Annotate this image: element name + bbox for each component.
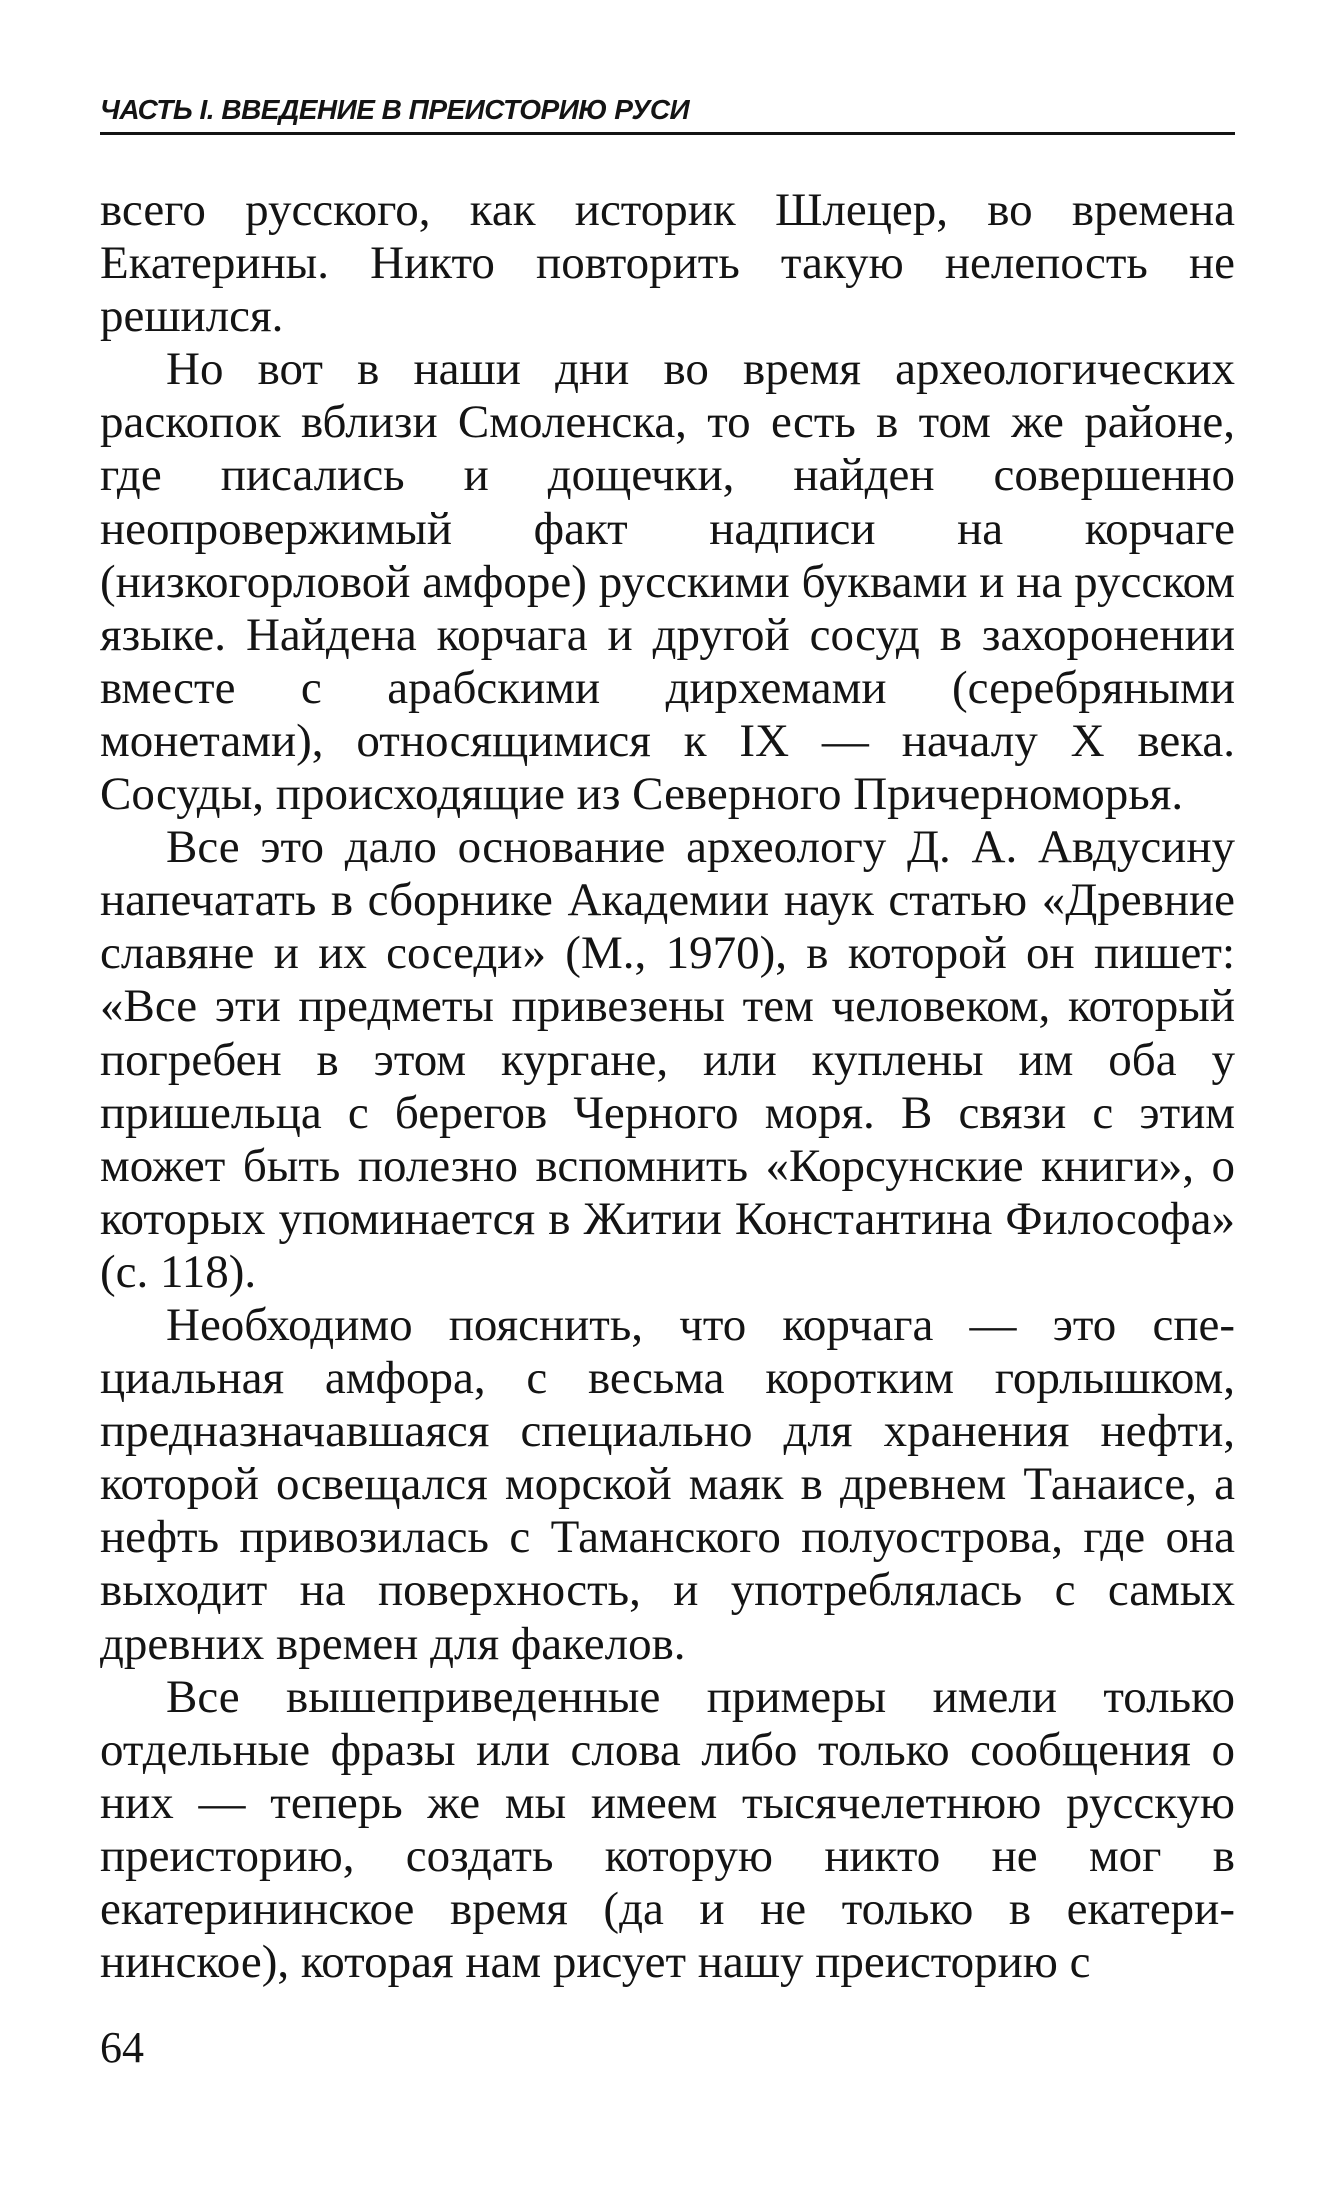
paragraph-5: Все вышеприведенные примеры имели только отдельные фразы или слова либо только сообщения о них — теперь же мы имеем тысячелетнюю русскую преисторию, создать которую никто не мог в екатерининское время (да и не только в екатерининское), которая нам рисует нашу преисторию с: [100, 1670, 1235, 1989]
paragraph-4: Необходимо пояснить, что корчага — это специальная амфора, с весьма коротким горлышком, предназначавшаяся специально для хранения нефти, которой освещался морской маяк в древнем Танаисе, а нефть привозилась с Таманского полуострова, где она выходит на поверхность, и употреблялась с самых древних времен для факелов.: [100, 1298, 1235, 1670]
page-number: 64: [100, 2023, 144, 2072]
paragraph-3: Все это дало основание археологу Д. А. Авдусину напечатать в сборнике Академии наук статью «Древние славяне и их соседи» (М., 1970), в которой он пишет: «Все эти предметы привезены тем человеком, который погребен в этом кургане, или куплены им оба у пришельца с берегов Черного моря. В связи с этим может быть полезно вспомнить «Корсунские книги», о которых упоминается в Житии Константина Философа» (с. 118).: [100, 821, 1235, 1298]
paragraph-2: Но вот в наши дни во время археологических раскопок вблизи Смоленска, то есть в том же районе, где писались и дощечки, найден совершенно неопровержимый факт надписи на корчаге (низкогорловой амфоре) русскими буквами и на русском языке. Найдена корчага и другой сосуд в захоронении вместе с арабскими дирхемами (серебряными монетами), относящимися к IX — началу X века. Сосуды, происходящие из Северного Причерноморья.: [100, 343, 1235, 821]
book-page: [100, 88, 1235, 2168]
running-head: ЧАСТЬ I. ВВЕДЕНИЕ В ПРЕИСТОРИЮ РУСИ: [100, 88, 1235, 135]
paragraph-1: всего русского, как историк Шлецер, во времена Екатерины. Никто повторить такую нелепость не решился.: [100, 184, 1235, 343]
body-text: [100, 184, 1235, 1989]
